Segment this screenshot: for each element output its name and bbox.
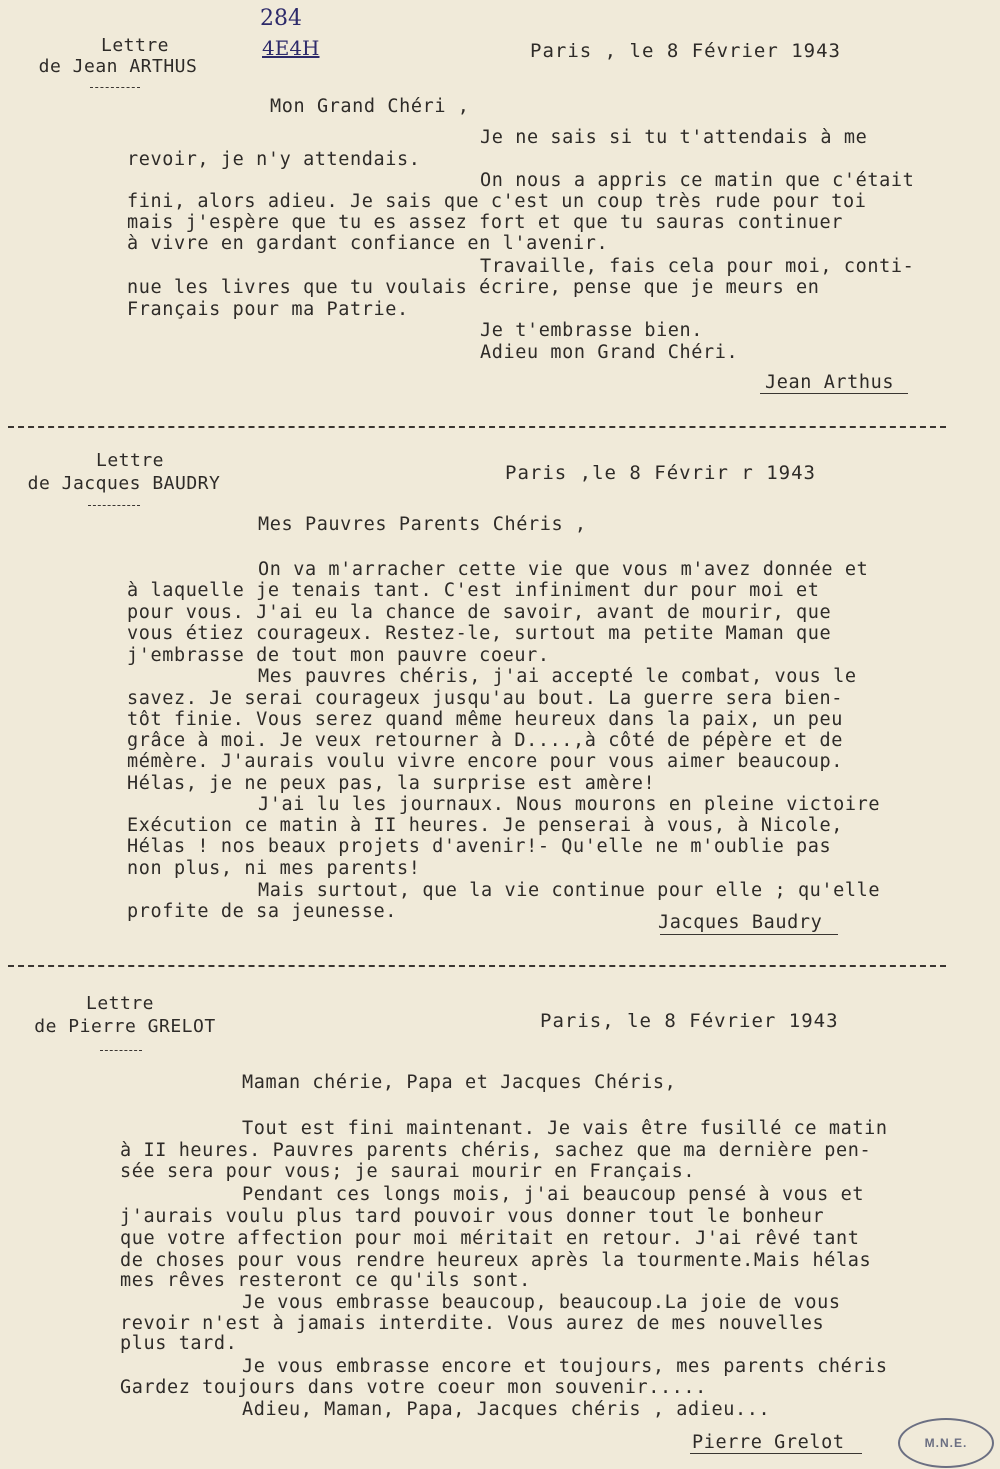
header-underline — [100, 1050, 142, 1051]
letter-header-label: Lettre — [85, 993, 155, 1014]
letter-line: Exécution ce matin à II heures. Je penserai à vous, à Nicole, — [127, 815, 844, 836]
letter-line: vous étiez courageux. Restez-le, surtout ma petite Maman que — [127, 623, 832, 644]
signature-underline — [690, 1453, 862, 1454]
section-divider — [8, 965, 946, 967]
header-underline — [88, 505, 140, 506]
letter-line: Je t'embrasse bien. — [480, 320, 704, 341]
letter-line: à laquelle je tenais tant. C'est infiniment dur pour moi et — [127, 580, 820, 601]
letter-line: que votre affection pour moi méritait en retour. J'ai rêvé tant — [120, 1228, 860, 1249]
letter-line: J'ai lu les journaux. Nous mourons en pleine victoire — [258, 794, 881, 815]
section-divider — [8, 426, 946, 428]
signature-underline — [760, 393, 908, 394]
stamp-text: M.N.E. — [924, 1436, 968, 1450]
letter-line: On nous a appris ce matin que c'était — [480, 170, 915, 191]
letter-line: Je vous embrasse encore et toujours, mes parents chéris — [242, 1356, 888, 1377]
letter-line: pour vous. J'ai eu la chance de savoir, avant de mourir, que — [127, 602, 832, 623]
letter-line: non plus, ni mes parents! — [127, 858, 421, 879]
signature-underline — [660, 934, 838, 935]
letter-line: Français pour ma Patrie. — [127, 299, 409, 320]
letter-line: Gardez toujours dans votre coeur mon souvenir..... — [120, 1377, 707, 1398]
salutation: Maman chérie, Papa et Jacques Chéris, — [242, 1072, 677, 1093]
letter-line: Adieu, Maman, Papa, Jacques chéris , adieu... — [242, 1399, 771, 1420]
letter-line: mes rêves resteront ce qu'ils sont. — [120, 1270, 531, 1291]
letter-line: Hélas, je ne peux pas, la surprise est amère! — [127, 773, 656, 794]
letter-header-author: de Jean ARTHUS — [38, 56, 198, 77]
letter-line: tôt finie. Vous serez quand même heureux dans la paix, un peu — [127, 709, 844, 730]
salutation: Mon Grand Chéri , — [270, 96, 470, 117]
letter-line: de choses pour vous rendre heureux après la tourmente.Mais hélas — [120, 1250, 872, 1271]
letter-line: Je ne sais si tu t'attendais à me — [480, 127, 868, 148]
letter-line: Adieu mon Grand Chéri. — [480, 342, 739, 363]
letter-date: Paris , le 8 Février 1943 — [530, 40, 841, 62]
letter-line: revoir n'est à jamais interdite. Vous aurez de mes nouvelles — [120, 1313, 825, 1334]
signature: Jean Arthus — [765, 372, 895, 393]
letter-line: Pendant ces longs mois, j'ai beaucoup pensé à vous et — [242, 1184, 865, 1205]
letter-line: savez. Je serai courageux jusqu'au bout. La guerre sera bien- — [127, 688, 844, 709]
letter-line: plus tard. — [120, 1333, 238, 1354]
letter-line: j'embrasse de tout mon pauvre coeur. — [127, 645, 550, 666]
header-underline — [90, 87, 140, 88]
letter-line: j'aurais voulu plus tard pouvoir vous donner tout le bonheur — [120, 1206, 825, 1227]
letter-line: à vivre en gardant confiance en l'avenir. — [127, 233, 609, 254]
letter-header-label: Lettre — [100, 35, 170, 56]
letter-line: grâce à moi. Je veux retourner à D....,à côté de pépère et de — [127, 730, 844, 751]
letter-line: profite de sa jeunesse. — [127, 901, 397, 922]
archive-stamp — [898, 1418, 994, 1468]
letter-line: Travaille, fais cela pour moi, conti- — [480, 256, 915, 277]
letter-line: revoir, je n'y attendais. — [127, 149, 421, 170]
signature: Pierre Grelot — [692, 1432, 845, 1453]
letter-line: Mes pauvres chéris, j'ai accepté le combat, vous le — [258, 666, 857, 687]
handwritten-number: 284 — [260, 6, 302, 31]
letter-line: Je vous embrasse beaucoup, beaucoup.La joie de vous — [242, 1292, 841, 1313]
handwritten-code: 4E4H — [262, 36, 320, 60]
letter-line: On va m'arracher cette vie que vous m'avez donnée et — [258, 559, 869, 580]
letter-line: mémère. J'aurais voulu vivre encore pour vous aimer beaucoup. — [127, 751, 844, 772]
letter-line: nue les livres que tu voulais écrire, pense que je meurs en — [127, 277, 820, 298]
signature: Jacques Baudry — [658, 912, 823, 933]
letter-date: Paris, le 8 Février 1943 — [540, 1010, 839, 1032]
letter-header-author: de Jacques BAUDRY — [27, 473, 221, 494]
letter-line: fini, alors adieu. Je sais que c'est un coup très rude pour toi — [127, 191, 867, 212]
letter-header-label: Lettre — [95, 450, 165, 471]
letter-header-author: de Pierre GRELOT — [34, 1016, 216, 1037]
letter-line: à II heures. Pauvres parents chéris, sachez que ma dernière pen- — [120, 1140, 872, 1161]
letter-line: sée sera pour vous; je saurai mourir en Français. — [120, 1161, 696, 1182]
letter-date: Paris ,le 8 Févrir r 1943 — [505, 462, 816, 484]
letter-line: Mais surtout, que la vie continue pour elle ; qu'elle — [258, 880, 881, 901]
letter-line: mais j'espère que tu es assez fort et que tu sauras continuer — [127, 212, 844, 233]
letter-line: Hélas ! nos beaux projets d'avenir!- Qu'elle ne m'oublie pas — [127, 836, 832, 857]
letter-line: Tout est fini maintenant. Je vais être fusillé ce matin — [242, 1118, 888, 1139]
salutation: Mes Pauvres Parents Chéris , — [258, 514, 587, 535]
